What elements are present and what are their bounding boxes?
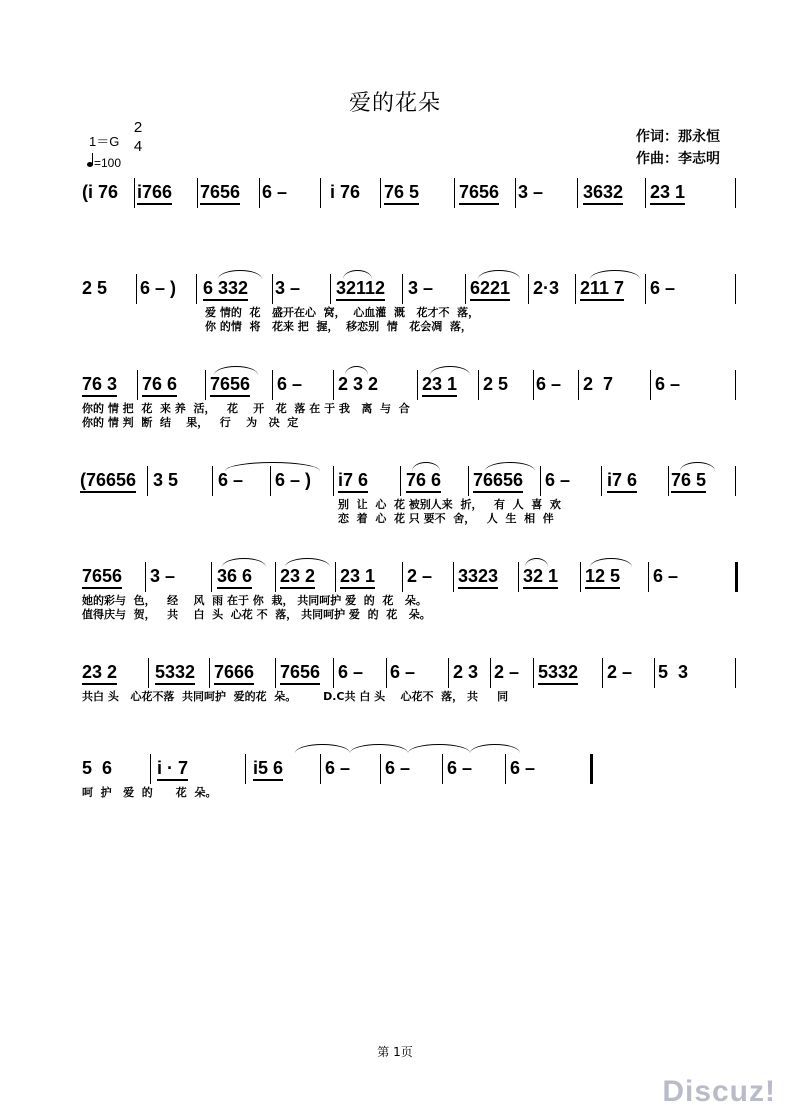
bar-line xyxy=(602,658,603,688)
note-row xyxy=(0,660,790,684)
note-group: 76 6 xyxy=(142,374,177,397)
bar-line xyxy=(590,754,593,784)
tempo-value: =100 xyxy=(94,156,122,170)
note-group: 6 – xyxy=(653,566,679,586)
note-group: 2 7 xyxy=(583,374,614,394)
bar-line xyxy=(448,658,449,688)
note-row xyxy=(0,180,790,204)
bar-line xyxy=(333,658,334,688)
bar-line xyxy=(735,274,736,304)
note-group: 6 – xyxy=(650,278,676,298)
bar-line xyxy=(330,274,331,304)
note-group: i5 6 xyxy=(253,758,283,781)
bar-line xyxy=(136,274,137,304)
bar-line xyxy=(134,178,135,208)
note-group: 7666 xyxy=(214,662,254,685)
note-group: 76 6 xyxy=(406,470,441,493)
note-group: 7656 xyxy=(459,182,499,205)
slur-mark xyxy=(525,558,548,567)
note-group: 23 1 xyxy=(422,374,457,397)
note-group: 3 – xyxy=(275,278,301,298)
lyricist-credit: 作词：那永恒 xyxy=(636,129,720,145)
slur-mark xyxy=(680,462,715,471)
note-group: 6 332 xyxy=(203,278,248,301)
note-group: 6 – xyxy=(385,758,411,778)
note-group: 2 5 xyxy=(483,374,509,394)
note-group: 3 – xyxy=(408,278,434,298)
bar-line xyxy=(601,466,602,496)
bar-line xyxy=(515,178,516,208)
bar-line xyxy=(272,370,273,400)
note-group: i7 6 xyxy=(338,470,368,493)
bar-line xyxy=(402,274,403,304)
note-group: i766 xyxy=(137,182,172,205)
note-group: 5 3 xyxy=(658,662,689,682)
slur-mark xyxy=(295,744,350,753)
note-group: 12 5 xyxy=(585,566,620,589)
lyric-verse-2: 恋 着 心 花 只 要不 舍， 人 生 相 伴 xyxy=(338,512,554,525)
bar-line xyxy=(668,466,669,496)
slur-mark xyxy=(350,744,408,753)
note-group: 7656 xyxy=(280,662,320,685)
slur-mark xyxy=(218,270,262,279)
note-group: 2 – xyxy=(607,662,633,682)
note-group: 2 3 xyxy=(453,662,479,682)
note-group: 6 – xyxy=(218,470,244,490)
note-group: 6 – xyxy=(545,470,571,490)
note-group: 76656 xyxy=(473,470,523,493)
note-row xyxy=(0,372,790,396)
note-group: 211 7 xyxy=(580,278,624,301)
slur-mark xyxy=(222,558,266,567)
note-group: 7656 xyxy=(82,566,122,589)
slur-mark xyxy=(485,462,535,471)
note-group: 6 – xyxy=(447,758,473,778)
bar-line xyxy=(735,658,736,688)
note-group: 3 – xyxy=(150,566,176,586)
bar-line xyxy=(453,562,454,592)
bar-line xyxy=(735,466,736,496)
note-group: 2 – xyxy=(407,566,433,586)
note-group: 5332 xyxy=(155,662,195,685)
slur-mark xyxy=(478,270,520,279)
bar-line xyxy=(320,178,321,208)
slur-mark xyxy=(430,366,470,375)
bar-line xyxy=(465,274,466,304)
bar-line xyxy=(335,562,336,592)
bar-line xyxy=(320,754,321,784)
slur-mark xyxy=(214,366,258,375)
note-group: (i 76 xyxy=(82,182,119,202)
bar-line xyxy=(400,466,401,496)
lyric-verse-1: 她的彩与 色， 经 风 雨 在于 你 栽， 共同呵护 爱 的 花 朵。 xyxy=(82,594,427,607)
slur-mark xyxy=(225,462,320,471)
note-group: 6 – xyxy=(510,758,536,778)
lyric-verse-2: 值得庆与 贺， 共 白 头 心花 不 落， 共同呵护 爱 的 花 朵。 xyxy=(82,608,431,621)
note-group: 6 – xyxy=(262,182,288,202)
note-group: 6 – xyxy=(277,374,303,394)
bar-line xyxy=(275,562,276,592)
bar-line xyxy=(137,370,138,400)
bar-line xyxy=(211,562,212,592)
bar-line xyxy=(386,658,387,688)
note-group: i 76 xyxy=(330,182,361,202)
page-number: 第 1页 xyxy=(377,1045,413,1059)
note-group: 23 2 xyxy=(82,662,117,685)
note-group: i · 7 xyxy=(157,758,188,781)
bar-line xyxy=(333,370,334,400)
bar-line xyxy=(580,562,581,592)
slur-mark xyxy=(590,558,632,567)
note-group: 2 5 xyxy=(82,278,108,298)
note-row xyxy=(0,756,790,780)
note-group: 6 – xyxy=(338,662,364,682)
bar-line xyxy=(505,754,506,784)
tempo-marking xyxy=(87,156,121,170)
key-signature: 1＝G xyxy=(89,134,120,149)
bar-line xyxy=(380,178,381,208)
note-group: i7 6 xyxy=(607,470,637,493)
note-group: 6 – ) xyxy=(140,278,177,298)
note-group: 2 – xyxy=(494,662,520,682)
note-row xyxy=(0,564,790,588)
note-group: 6 – xyxy=(325,758,351,778)
bar-line xyxy=(259,178,260,208)
note-row xyxy=(0,468,790,492)
bar-line xyxy=(333,466,334,496)
lyric-verse-2: 你 的情 将 花来 把 握， 移恋别 情 花会凋 落， xyxy=(205,320,472,333)
bar-line xyxy=(196,274,197,304)
bar-line xyxy=(147,466,148,496)
bar-line xyxy=(205,370,206,400)
bar-line xyxy=(735,370,736,400)
note-group: 76 5 xyxy=(671,470,706,493)
slur-mark xyxy=(285,558,330,567)
bar-line xyxy=(148,658,149,688)
note-group: 2 3 2 xyxy=(338,374,379,394)
note-group: 6 – xyxy=(536,374,562,394)
slur-mark xyxy=(412,462,440,471)
bar-line xyxy=(145,562,146,592)
bar-line xyxy=(150,754,151,784)
bar-line xyxy=(275,658,276,688)
lyric-verse-1: 呵 护 爱 的 花 朵。 xyxy=(82,786,217,799)
bar-line xyxy=(735,178,736,208)
bar-line xyxy=(528,274,529,304)
bar-line xyxy=(648,562,649,592)
bar-line xyxy=(577,178,578,208)
bar-line xyxy=(454,178,455,208)
lyric-verse-2: 你的 情 判 断 结 果， 行 为 决 定 xyxy=(82,416,299,429)
bar-line xyxy=(380,754,381,784)
bar-line xyxy=(518,562,519,592)
bar-line xyxy=(575,274,576,304)
note-group: 6 – xyxy=(390,662,416,682)
lyric-verse-1: 你的 情 把 花 来 养 活， 花 开 花 落 在 于 我 离 与 合 xyxy=(82,402,410,415)
bar-line xyxy=(645,274,646,304)
bar-line xyxy=(650,370,651,400)
bar-line xyxy=(533,370,534,400)
bar-line xyxy=(245,754,246,784)
bar-line xyxy=(735,562,738,592)
note-group: 23 1 xyxy=(650,182,685,205)
lyric-verse-1: 爱 情的 花 盛开在心 窝， 心血灌 溉 花才不 落， xyxy=(205,306,480,319)
note-group: 6 – ) xyxy=(275,470,312,490)
note-group: 3323 xyxy=(458,566,498,589)
note-group: 7656 xyxy=(210,374,250,397)
note-row xyxy=(0,276,790,300)
watermark-logo: Discuz! xyxy=(662,1075,776,1108)
note-group: 6 – xyxy=(655,374,681,394)
time-signature-bottom: 4 xyxy=(133,138,143,155)
note-group: 5 6 xyxy=(82,758,113,778)
bar-line xyxy=(490,658,491,688)
note-group: 76 3 xyxy=(82,374,117,397)
time-signature xyxy=(131,118,145,156)
bar-line xyxy=(468,466,469,496)
bar-line xyxy=(197,178,198,208)
bar-line xyxy=(442,754,443,784)
note-group: 23 1 xyxy=(340,566,375,589)
bar-line xyxy=(533,658,534,688)
note-group: 5332 xyxy=(538,662,578,685)
lyric-verse-1: 共白 头 心花不落 共同呵护 爱的花 朵。 D.C共 白 头 心花不 落， 共 同 xyxy=(82,690,509,703)
note-group: (76656 xyxy=(80,470,136,493)
note-group: 36 6 xyxy=(217,566,252,589)
composer-credit: 作曲：李志明 xyxy=(636,151,720,167)
bar-line xyxy=(272,274,273,304)
bar-line xyxy=(417,370,418,400)
note-group: 76 5 xyxy=(384,182,419,205)
bar-line xyxy=(654,658,655,688)
bar-line xyxy=(212,466,213,496)
bar-line xyxy=(209,658,210,688)
note-group: 3632 xyxy=(583,182,623,205)
note-group: 2·3 xyxy=(533,278,560,298)
time-signature-top: 2 xyxy=(133,119,143,136)
bar-line xyxy=(578,370,579,400)
slur-mark xyxy=(345,366,368,375)
bar-line xyxy=(478,370,479,400)
note-group: 32 1 xyxy=(523,566,558,589)
song-title: 爱的花朵 xyxy=(348,91,441,116)
note-group: 3 – xyxy=(518,182,544,202)
slur-mark xyxy=(343,270,372,279)
note-group: 7656 xyxy=(200,182,240,205)
bar-line xyxy=(645,178,646,208)
bar-line xyxy=(402,562,403,592)
lyric-verse-1: 别 让 心 花 被别人来 折， 有 人 喜 欢 xyxy=(338,498,561,511)
note-group: 32112 xyxy=(336,278,385,301)
slur-mark xyxy=(590,270,640,279)
note-group: 3 5 xyxy=(153,470,179,490)
quarter-note-icon xyxy=(87,162,93,167)
slur-mark xyxy=(408,744,470,753)
slur-mark xyxy=(470,744,520,753)
note-group: 23 2 xyxy=(280,566,315,589)
note-group: 6221 xyxy=(470,278,510,301)
bar-line xyxy=(540,466,541,496)
